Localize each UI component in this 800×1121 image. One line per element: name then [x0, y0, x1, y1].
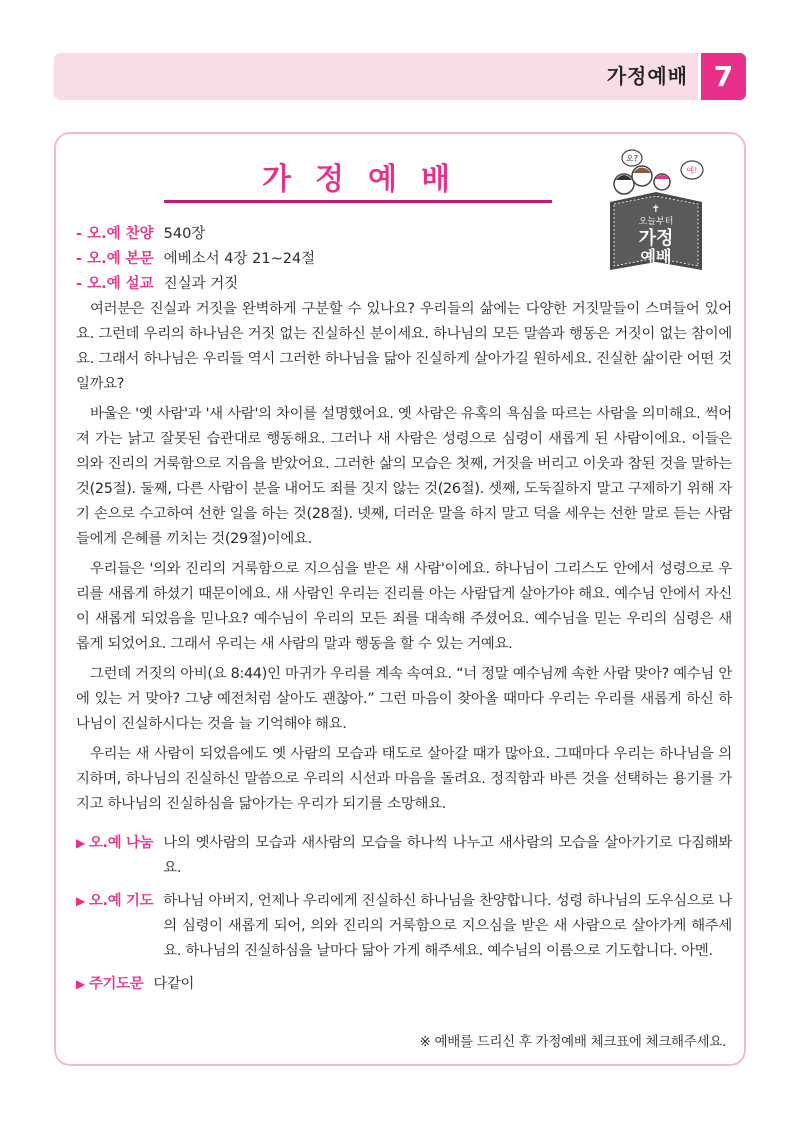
worship-activities: [76, 831, 732, 1005]
sermon-body: [76, 297, 732, 822]
checklist-note: ※ 예배를 드리신 후 가정예배 체크표에 체크해주세요.: [419, 1034, 726, 1050]
page-title: 가정예배: [262, 162, 474, 197]
meta-hymn-label: - 오.예 찬양: [76, 226, 154, 242]
meta-hymn-value: 540장: [163, 226, 206, 242]
activity-lords-prayer-title: 주기도문: [88, 976, 144, 992]
activity-lords-prayer-text: 다같이: [153, 976, 195, 992]
triangle-right-icon: ▶: [76, 977, 85, 991]
triangle-right-icon: ▶: [76, 894, 85, 908]
chapter-number-badge: 7: [698, 53, 746, 100]
activity-lords-prayer-label: [76, 972, 143, 997]
activity-sharing-title: 오.예 나눔: [88, 835, 154, 851]
meta-sermon-label: - 오.예 설교: [76, 276, 154, 292]
meta-scripture-label: - 오.예 본문: [76, 251, 154, 267]
sermon-paragraph: 우리는 새 사람이 되었음에도 옛 사람의 모습과 태도로 살아갈 때가 많아요. 그때마다 우리는 하나님을 의지하며, 하나님의 진실하신 말씀으로 우리의 시선과 마음을 돌려요. 정직함과 바른 것을 선택하는 용기를 가지고 하나님의 진실하심을 닮아가는 우리가 되기를 소망해요.: [76, 746, 732, 812]
content-frame: [54, 132, 746, 1066]
meta-scripture-value: 에베소서 4장 21~24절: [163, 251, 316, 267]
page-header: [54, 53, 746, 100]
sermon-paragraph: 바울은 '옛 사람'과 '새 사람'의 차이를 설명했어요. 옛 사람은 유혹의 욕심을 따르는 사람을 의미해요. 썩어져 가는 낡고 잘못된 습관대로 행동해요. 그러나 새 사람은 성령으로 심령이 새롭게 된 사람이에요. 이들은 의와 진리의 거룩함으로 지음을 받았어요. 그러한 삶의 모습은 첫째, 거짓을 버리고 이웃과 참된 것을 말하는 것(25절). 둘째, 다른 사람이 분을 내어도 죄를 짓지 않는 것(26절). 셋째, 도둑질하지 말고 구제하기 위해 자기 손으로 수고하여 선한 일을 하는 것(28절). 넷째, 더러운 말을 하지 말고 덕을 세우는 선한 말로 듣는 사람들에게 은혜를 끼치는 것(29절)이에요.: [76, 406, 732, 547]
family-worship-logo: [596, 146, 716, 274]
sermon-paragraph: 여러분은 진실과 거짓을 완벽하게 구분할 수 있나요? 우리들의 삶에는 다양한 거짓말들이 스며들어 있어요. 그런데 우리의 하나님은 거짓 없는 진실하신 분이세요. 하나님의 모든 말씀과 행동은 거짓이 없는 참이에요. 그래서 하나님은 우리들 역시 그러한 하나님을 닮아 진실하게 살아가길 원하세요. 진실한 삶이란 어떤 것일까요?: [76, 301, 732, 392]
activity-prayer-text: 하나님 아버지, 언제나 우리에게 진실하신 하나님을 찬양합니다. 성령 하나님의 도우심으로 나의 심령이 새롭게 되어, 의와 진리의 거룩함으로 지으심을 받은 새 사람으로 살아가게 해주세요. 하나님의 진실하심을 날마다 닮아 가게 해주세요. 예수님의 이름으로 기도합니다. 아멘.: [163, 893, 732, 959]
meta-sermon: [76, 272, 315, 297]
worship-meta: [76, 222, 315, 297]
logo-bubble-yes: 예!: [686, 166, 698, 175]
sermon-paragraph: 그런데 거짓의 아비(요 8:44)인 마귀가 우리를 계속 속여요. “너 정말 예수님께 속한 사람 맞아? 예수님 안에 있는 거 맞아? 그냥 예전처럼 살아도 괜찮아.” 그런 마음이 찾아올 때마다 우리는 우리를 새롭게 하신 하나님이 진실하시다는 것을 늘 기억해야 해요.: [76, 666, 732, 732]
logo-line1: 오늘부터: [638, 217, 674, 227]
triangle-right-icon: ▶: [76, 836, 85, 850]
activity-sharing-label: [76, 831, 153, 881]
header-title: 가정예배: [606, 64, 688, 88]
activity-sharing-text: 나의 옛사람의 모습과 새사람의 모습을 하나씩 나누고 새사람의 모습을 살아가기로 다짐해봐요.: [163, 835, 732, 876]
activity-prayer: [76, 889, 732, 964]
activity-sharing: [76, 831, 732, 881]
logo-line2: 가정: [638, 228, 674, 249]
meta-scripture: [76, 247, 315, 272]
activity-prayer-title: 오.예 기도: [88, 893, 154, 909]
logo-bubble-question: 오?: [626, 154, 638, 163]
meta-sermon-value: 진실과 거짓: [163, 276, 239, 292]
logo-line3: 예배: [640, 247, 672, 266]
sermon-paragraph: 우리들은 '의와 진리의 거룩함으로 지으심을 받은 새 사람'이에요. 하나님이 그리스도 안에서 성령으로 우리를 새롭게 하셨기 때문이에요. 새 사람인 우리는 진리를 아는 사람답게 살아가야 해요. 예수님 안에서 자신이 새롭게 되었음을 믿나요? 예수님이 우리의 모든 죄를 대속해 주셨어요. 예수님을 믿는 우리의 심령은 새롭게 되었어요. 그래서 우리는 새 사람의 말과 행동을 할 수 있는 거예요.: [76, 561, 732, 652]
meta-hymn: [76, 222, 315, 247]
activity-prayer-label: [76, 889, 153, 964]
activity-lords-prayer: [76, 972, 732, 997]
logo-cross-icon: ✝: [651, 204, 661, 215]
title-underline: [164, 200, 552, 203]
